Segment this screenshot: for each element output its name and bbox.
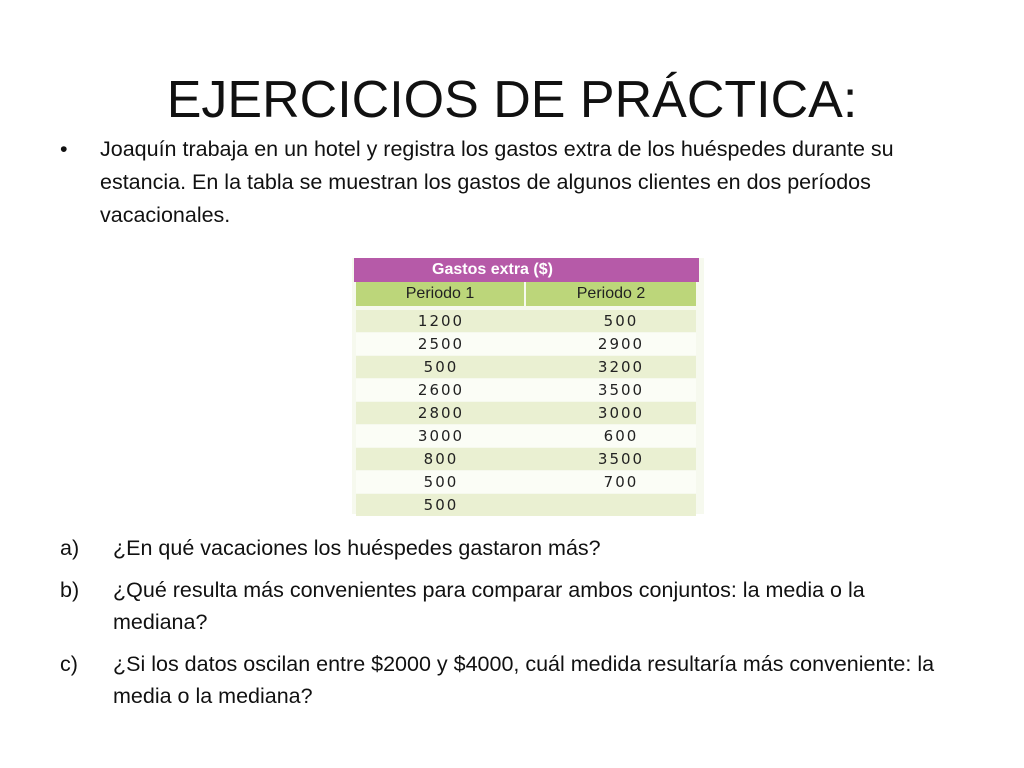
expenses-table xyxy=(352,258,704,514)
table-cell-periodo-1: 500 xyxy=(423,496,459,514)
table-cell-periodo-2: 2900 xyxy=(597,335,645,353)
table-cell-periodo-1: 800 xyxy=(423,450,459,468)
table-cell-periodo-2: 700 xyxy=(603,473,639,491)
question-text: ¿En qué vacaciones los huéspedes gastaron más? xyxy=(113,536,601,560)
column-header-periodo-1: Periodo 1 xyxy=(356,282,524,306)
table-cell-periodo-2: 3200 xyxy=(597,358,645,376)
table-header-label: Gastos extra ($) xyxy=(432,261,553,278)
column-header-periodo-2: Periodo 2 xyxy=(526,282,696,306)
table-cell-periodo-1: 3000 xyxy=(417,427,465,445)
table-row xyxy=(356,425,696,447)
table-header xyxy=(354,258,699,282)
question-text: ¿Si los datos oscilan entre $2000 y $4000, cuál medida resultaría más conveniente: la media o la mediana? xyxy=(113,652,935,708)
question-text: ¿Qué resulta más convenientes para comparar ambos conjuntos: la media o la mediana? xyxy=(113,578,865,634)
table-cell-periodo-1: 1200 xyxy=(417,312,465,330)
question-a xyxy=(60,532,960,564)
table-cell-periodo-2: 3500 xyxy=(597,450,645,468)
question-list xyxy=(60,532,960,722)
table-cell-periodo-2: 500 xyxy=(603,312,639,330)
bullet-icon: • xyxy=(60,137,68,161)
table-row xyxy=(356,471,696,493)
question-label: c) xyxy=(60,652,78,676)
table-cell-periodo-1: 2800 xyxy=(417,404,465,422)
question-c xyxy=(60,648,960,712)
table-row xyxy=(356,310,696,332)
table-row xyxy=(356,494,696,516)
table-cell-periodo-1: 2500 xyxy=(417,335,465,353)
table-row xyxy=(356,356,696,378)
table-cell-periodo-1: 500 xyxy=(423,473,459,491)
table-row xyxy=(356,448,696,470)
question-label: a) xyxy=(60,536,80,560)
table-cell-periodo-2: 3500 xyxy=(597,381,645,399)
intro-paragraph xyxy=(60,133,960,232)
table-row xyxy=(356,333,696,355)
table-row xyxy=(356,379,696,401)
table-cell-periodo-1: 2600 xyxy=(417,381,465,399)
slide-title: EJERCICIOS DE PRÁCTICA: xyxy=(166,71,858,129)
table-cell-periodo-2: 3000 xyxy=(597,404,645,422)
table-row xyxy=(356,402,696,424)
table-cell-periodo-1: 500 xyxy=(423,358,459,376)
question-label: b) xyxy=(60,578,80,602)
question-b xyxy=(60,574,960,638)
table-cell-periodo-2: 600 xyxy=(603,427,639,445)
intro-text: Joaquín trabaja en un hotel y registra los gastos extra de los huéspedes durante su estancia. En la tabla se muestran los gastos de algunos clientes en dos períodos vacacionales. xyxy=(100,137,894,227)
